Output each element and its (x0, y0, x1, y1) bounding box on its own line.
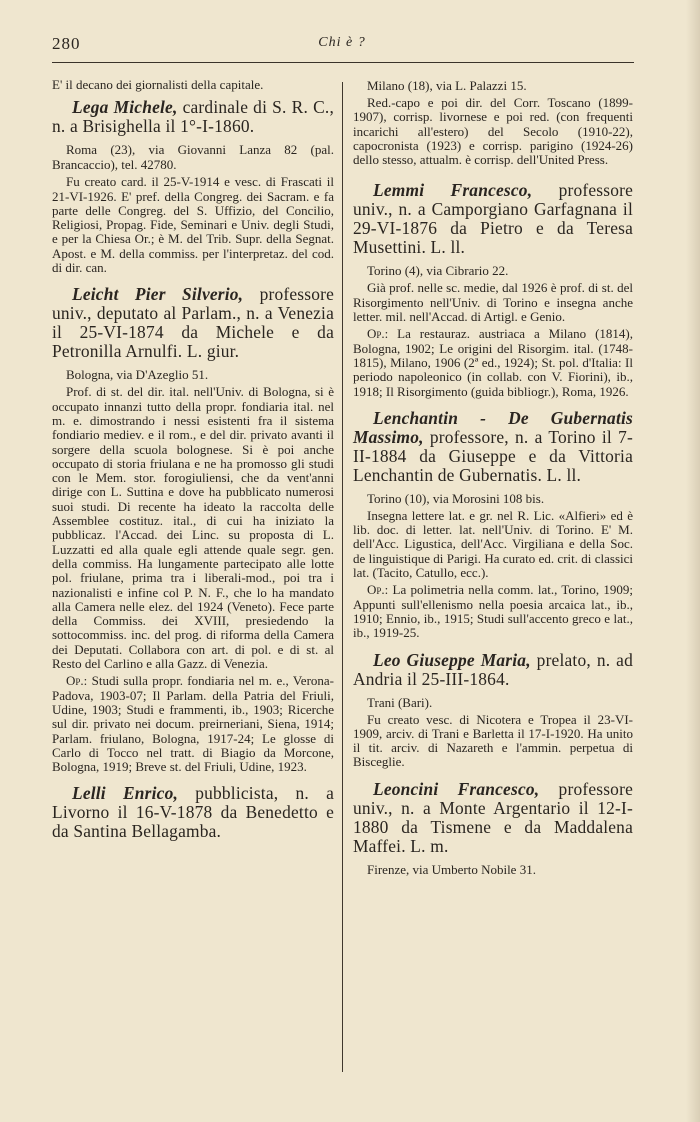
entry-title: cardinale di S. R. C., n. a Brisighella il 1°-I-1860. (52, 97, 334, 137)
page-header (52, 34, 632, 58)
entry-heading (353, 780, 633, 856)
entry-name: Leoncini Francesco, (373, 778, 540, 799)
entry-body: Già prof. nelle sc. medie, dal 1926 è prof. di st. del Risorgimento nell'Univ. di Torino e insegna anche letter. mil. nell'Accad. di Artigl. e Genio. (353, 280, 633, 325)
continuation-text: Red.-capo e poi dir. del Corr. Toscano (1899-1907), corrisp. livornese e poi red. (con frequenti incarichi all'estero) del Secolo (1910-22), capocronista (1923) e corrisp. parigino (1924-26) dello stesso, attualm. è corrisp. dell'United Press. (353, 95, 633, 168)
left-column (52, 78, 334, 851)
entry-works (353, 583, 633, 640)
right-column (353, 78, 633, 887)
page-number: 280 (52, 34, 81, 53)
entry-title: professore univ., n. a Camporgiano Garfagnana il 29-VI-1876 da Pietro e da Teresa Musettini. L. ll. (353, 180, 633, 258)
entry-heading (52, 285, 334, 361)
entry-lelli-enrico (52, 784, 334, 841)
entry-address: Trani (Bari). (367, 694, 433, 710)
entry-heading (353, 651, 633, 689)
entry-heading (353, 181, 633, 257)
entry-lemmi-francesco (353, 181, 633, 398)
works-label: Op.: (367, 582, 389, 598)
entry-body: Fu creato card. il 25-V-1914 e vesc. di Frascati il 21-VI-1926. E' pref. della Congreg. dei Sacram. e fa parte delle Congreg. del S. Uffizio, del Concilio, Religiosi, Propag. Fide, Seminari e Univ. degli Studi, e per la Chiesa Or.; è M. del Trib. Supr. della Segnat. Apost. e M. della commiss. per l'interpretaz. del cod. di dir. can. (52, 174, 334, 276)
entry-body: Fu creato vesc. di Nicotera e Tropea il 23-VI-1909, arciv. di Trani e Barletta il 17-I-1920. Ha unito il tit. arciv. di Nazareth e l'ammin. perpetua di Bisceglie. (353, 711, 633, 770)
entry-name: Lenchantin - De Gubernatis Massimo, (353, 407, 633, 447)
entry-name: Lelli Enrico, (72, 783, 179, 804)
entry-title: professore univ., n. a Monte Argentario il 12-I-1880 da Tismene e da Maddalena Maffei. L. m. (353, 778, 633, 856)
running-head: Chi è ? (318, 35, 366, 50)
works-text: Studi sulla propr. fondiaria nel m. e., Verona-Padova, 1903-07; Il Parlam. della Patria del Friuli, Udine, 1903; Studi e frammenti, ib., 1903; Ricerche sul dir. privato nei docum. preirneriani, Siena, 1914; Parlam. friulano, Bologna, 1917-24; Le glosse di Carlo di Tocco nel tratt. di Biagio da Morcone, Bologna, 1919; Breve st. del Friuli, Udine, 1923. (52, 673, 334, 775)
entry-heading (52, 98, 334, 136)
entry-address: Firenze, via Umberto Nobile 31. (367, 861, 536, 877)
entry-address: Bologna, via D'Azeglio 51. (66, 367, 209, 383)
entry-address: Roma (23), via Giovanni Lanza 82 (pal. Brancaccio), tel. 42780. (52, 142, 334, 173)
entry-title: professore univ., deputato al Parlam., n. a Venezia il 25-VI-1874 da Michele e da Petronilla Arnulfi. L. giur. (52, 284, 335, 362)
entry-name: Leicht Pier Silverio, (72, 284, 244, 305)
entry-works (353, 327, 633, 398)
entry-address: Torino (10), via Morosini 108 bis. (367, 490, 545, 506)
page-edge-shadow (686, 0, 700, 1122)
entry-name: Lega Michele, (72, 97, 178, 118)
entry-heading (52, 784, 334, 841)
works-text: La restauraz. austriaca a Milano (1814), Bologna, 1902; Le origini del Risorgim. ital. (1748-1815), Milano, 1906 (2ª ed., 1924); St. pol. d'Italia: Il periodo napoleonico (in collab. con V. Fiorini), ib., 1918; Il Risorgimento (guida bibliogr.), Roma, 1926. (353, 326, 633, 399)
entry-body: Prof. di st. del dir. ital. nell'Univ. di Bologna, si è occupato innanzi tutto della propr. fondiaria ital. nel m. e. dimostrando i nessi esistenti fra il sistema fondiario mediev. e il rom., e del dir. privato avanti il sorgere della scuola bolognese. Si è poi anche occupato di storia friulana e ne ha promosso gli studi con le Mem. stor. forogiuliensi, che da vent'anni dirige con L. Suttina e dove ha pubblicato numerosi suoi studi. Di recente ha ideato la raccolta delle Assemblee costituz. ital., di cui ha iniziato la pubblicaz. l'Accad. dei Linc. su proposta di L. Luzzatti ed alla quale egli attende quale segr. gen. della commiss. Ha lungamente partecipato alle lotte pol. friulane, prima tra i liberali-mod., poi tra i nazionalisti e infine col P. N. F., che lo ha mandato alla Camera nelle elez. del 1924 (Veneto). Fece parte della Commiss. dei XVIII, presiedendo la sottocommiss. inc. del prog. di riforma della Camera dei Deputati. Collabora con art. di pol. e di st. al Resto del Carlino e alla Gazz. di Venezia. (52, 384, 334, 672)
entry-heading (353, 409, 633, 485)
entry-leo-giuseppe-maria (353, 651, 633, 770)
entry-name: Lemmi Francesco, (373, 180, 533, 201)
entry-address: Torino (4), via Cibrario 22. (367, 263, 509, 279)
entry-title: prelato, n. ad Andria il 25-III-1864. (353, 649, 633, 689)
works-text: La polimetria nella comm. lat., Torino, 1909; Appunti sull'ellenismo nella poesia arcaica lat., ib., 1910; Ennio, ib., 1915; Studi sull'accento greco e lat., ib., 1919-25. (353, 582, 633, 641)
entry-works (52, 674, 334, 774)
works-label: Op.: (367, 326, 389, 342)
entry-lenchantin-de-gubernatis (353, 409, 633, 641)
column-divider (342, 82, 343, 1072)
entry-body: Insegna lettere lat. e gr. nel R. Lic. «Alfieri» ed è lib. doc. di letter. lat. nell'Univ. di Torino. E' M. dell'Acc. Ligustica, dell'Acc. Virgiliana e della Soc. de linguistique di Parigi. Ha curato ed. crit. di classici lat. (Tacito, Catullo, ecc.). (353, 507, 633, 581)
continuation-text: E' il decano dei giornalisti della capitale. (52, 77, 264, 92)
entry-leoncini-francesco (353, 780, 633, 877)
works-label: Op.: (66, 673, 88, 689)
entry-title: professore, n. a Torino il 7-II-1884 da Giuseppe e da Vittoria Lenchantin de Gubernatis. L. ll. (353, 426, 633, 485)
entry-name: Leo Giuseppe Maria, (373, 649, 531, 670)
header-rule (52, 62, 634, 63)
entry-lega-michele (52, 98, 334, 275)
entry-leicht-pier-silverio (52, 285, 334, 774)
continuation-address: Milano (18), via L. Palazzi 15. (367, 78, 527, 93)
entry-title: pubblicista, n. a Livorno il 16-V-1878 da Benedetto e da Santina Bellagamba. (52, 783, 334, 842)
